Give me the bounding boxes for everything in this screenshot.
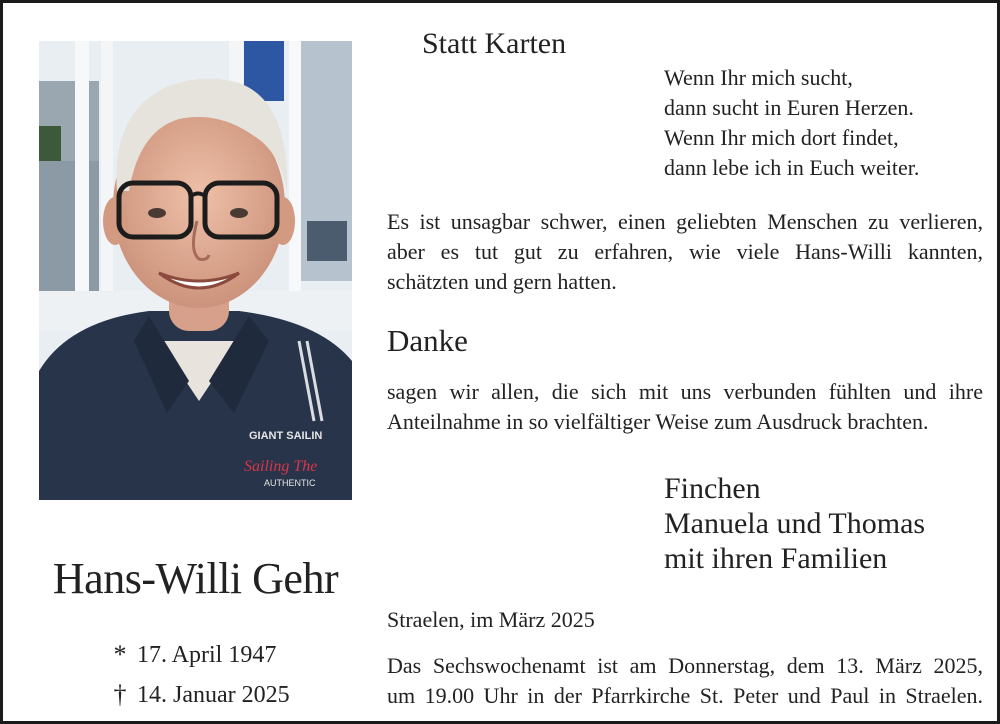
thanks-paragraph [387, 377, 983, 437]
birth-star-icon: * [113, 640, 127, 669]
family-line: mit ihren Familien [664, 542, 888, 575]
family-line: Manuela und Thomas [664, 507, 926, 540]
service-notice [387, 651, 983, 711]
deceased-name: Hans-Willi Gehr [52, 554, 339, 603]
paragraph-line: Das Sechswochenamt ist am Donnerstag, dem 13. März 2025, [387, 653, 983, 678]
death-row [103, 675, 290, 715]
paragraph-line: um 19.00 Uhr in der Pfarrkirche St. Peter und Paul in Straelen. [387, 683, 983, 708]
gratitude-paragraph [387, 207, 983, 297]
poem-line: Wenn Ihr mich dort findet, [664, 125, 899, 150]
family-line: Finchen [664, 472, 761, 505]
life-dates [103, 635, 290, 715]
thanks-heading: Danke [387, 323, 468, 358]
birth-row [103, 635, 290, 675]
poem-line: dann lebe ich in Euch weiter. [664, 155, 920, 180]
paragraph-line: Es ist unsagbar schwer, einen geliebten Menschen zu verlieren, [387, 209, 983, 234]
shirt-logo-text: Sailing The [244, 458, 318, 475]
death-date: 14. Januar 2025 [137, 681, 290, 708]
paragraph-line: Anteilnahme in so vielfältiger Weise zum Ausdruck brachten. [387, 409, 929, 434]
family-signature [664, 471, 925, 576]
portrait-photo [39, 41, 352, 500]
cross-icon: † [113, 680, 127, 709]
birth-date: 17. April 1947 [137, 641, 277, 668]
paragraph-line: sagen wir allen, die sich mit uns verbunden fühlten und ihre [387, 379, 983, 404]
shirt-small-text: AUTHENTIC [264, 478, 316, 488]
headline: Statt Karten [422, 27, 567, 60]
poem [664, 63, 919, 183]
poem-line: dann sucht in Euren Herzen. [664, 95, 914, 120]
poem-line: Wenn Ihr mich sucht, [664, 65, 853, 90]
paragraph-line: aber es tut gut zu erfahren, wie viele Hans-Willi kannten, [387, 239, 983, 264]
paragraph-line: schätzten und gern hatten. [387, 269, 617, 294]
place-date: Straelen, im März 2025 [387, 607, 595, 632]
shirt-print-text: GIANT SAILIN [249, 430, 323, 442]
